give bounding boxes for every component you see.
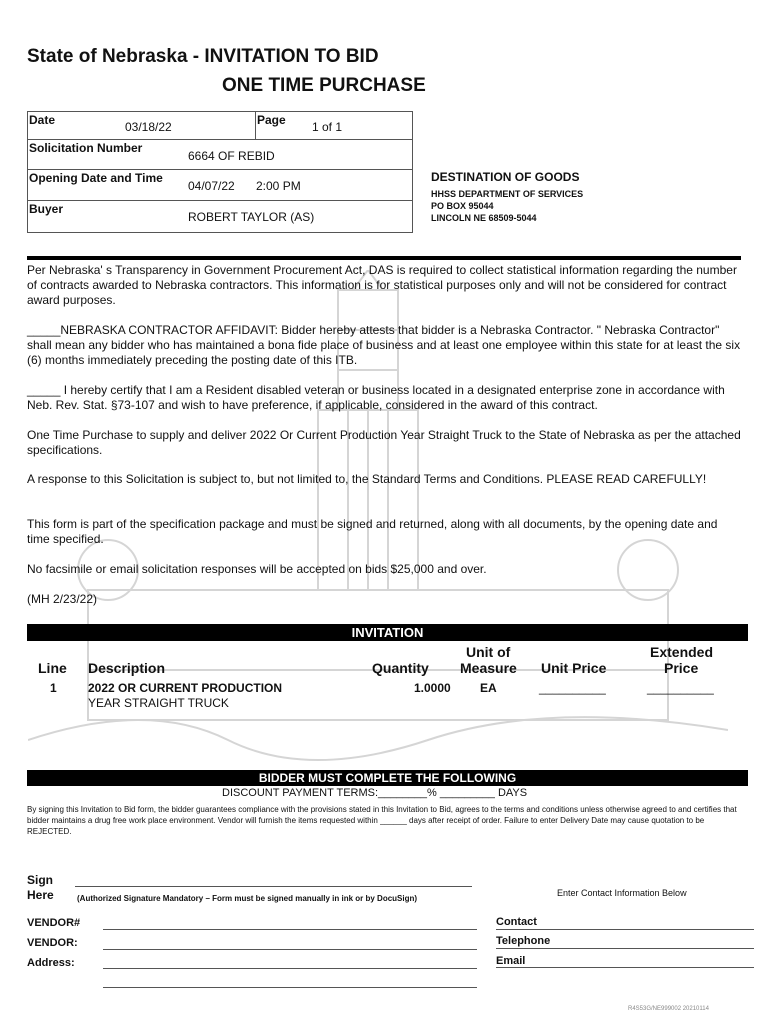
- terms-notice-paragraph: A response to this Solicitation is subject to, but not limited to, the Standard Terms and Conditions. PLEASE READ CAREFULLY!: [27, 472, 707, 486]
- telephone-label: Telephone: [496, 935, 551, 947]
- invitation-bar: INVITATION: [27, 624, 748, 641]
- signature-notice-paragraph: This form is part of the specification package and must be signed and returned, along with all documents, by the opening date and time specified.: [27, 517, 718, 546]
- date-label: Date: [29, 113, 56, 127]
- email-label: Email: [496, 955, 526, 967]
- col-header-extended-line2: Price: [664, 660, 699, 676]
- item-description-line1: 2022 OR CURRENT PRODUCTION: [88, 681, 283, 695]
- col-header-quantity: Quantity: [372, 660, 429, 676]
- date-value: 03/18/22: [125, 120, 172, 134]
- contact-label: Contact: [496, 916, 537, 928]
- bidder-bar: BIDDER MUST COMPLETE THE FOLLOWING: [27, 770, 748, 786]
- col-header-unit-price: Unit Price: [541, 660, 607, 676]
- document-title-line-2: ONE TIME PURCHASE: [222, 75, 426, 96]
- col-header-line: Line: [38, 660, 67, 676]
- buyer-value: ROBERT TAYLOR (AS): [188, 210, 315, 224]
- document-title-line-1: State of Nebraska - INVITATION TO BID: [27, 46, 379, 67]
- item-line-number: 1: [50, 681, 57, 695]
- transparency-paragraph: Per Nebraska' s Transparency in Government Procurement Act, DAS is required to collect statistical information regarding the number of contracts awarded to Nebraska contractors. This information is for statistical purposes only and will not be considered for contract award purposes.: [27, 263, 737, 307]
- solicitation-value: 6664 OF REBID: [188, 149, 275, 163]
- address-field-line1[interactable]: [103, 968, 477, 969]
- item-unit: EA: [480, 681, 497, 695]
- date-page-row: [27, 111, 413, 140]
- col-header-extended-line1: Extended: [650, 644, 714, 660]
- facsimile-notice-paragraph: No facsimile or email solicitation responses will be accepted on bids $25,000 and over.: [27, 562, 487, 576]
- bidder-terms-text: By signing this Invitation to Bid form, the bidder guarantees compliance with the provisions stated in this Invitation to Bid, agrees to the terms and conditions unless otherwise agreed to and certifies that bidder maintains a drug free work place environment. Vendor will furnish the items requested within ______ days after receipt of order. Failure to enter Delivery Date may cause quotation to be REJECTED.: [27, 805, 737, 836]
- solicitation-row: [27, 140, 413, 170]
- item-description-line2: YEAR STRAIGHT TRUCK: [88, 696, 229, 710]
- col-header-unit-line2: Measure: [460, 660, 517, 676]
- telephone-field[interactable]: [496, 948, 754, 949]
- signature-field[interactable]: [75, 886, 472, 887]
- item-quantity: 1.0000: [414, 681, 451, 695]
- buyer-label: Buyer: [29, 202, 64, 216]
- address-label: Address:: [27, 957, 75, 969]
- purchase-description-paragraph: One Time Purchase to supply and deliver 2022 Or Current Production Year Straight Truck to the State of Nebraska as per the attached specifications.: [27, 428, 741, 457]
- destination-of-goods: [431, 170, 583, 224]
- destination-line-2: PO BOX 95044: [431, 201, 494, 211]
- contact-field[interactable]: [496, 929, 754, 930]
- sign-label-line2: Here: [27, 888, 54, 902]
- bid-info-table: [27, 111, 413, 233]
- address-field-line2[interactable]: [103, 987, 477, 988]
- revision-note: (MH 2/23/22): [27, 592, 98, 606]
- page-value: 1 of 1: [312, 120, 343, 134]
- vendor-number-label: VENDOR#: [27, 917, 81, 929]
- email-field[interactable]: [496, 967, 754, 968]
- destination-title: DESTINATION OF GOODS: [431, 170, 580, 184]
- signature-caption: (Authorized Signature Mandatory – Form must be signed manually in ink or by DocuSign): [77, 894, 418, 903]
- opening-date: 04/07/22: [188, 179, 235, 193]
- contact-caption: Enter Contact Information Below: [557, 888, 687, 898]
- opening-row: [27, 170, 413, 201]
- vendor-field[interactable]: [103, 949, 477, 950]
- opening-time: 2:00 PM: [256, 179, 301, 193]
- discount-terms-field[interactable]: DISCOUNT PAYMENT TERMS:________% _________ DAYS: [222, 787, 528, 799]
- contractor-affidavit-paragraph: _____NEBRASKA CONTRACTOR AFFIDAVIT: Bidder hereby attests that bidder is a Nebraska Contractor. " Nebraska Contractor" shall mean any bidder who has maintained a bona fide place of business and at least one employee within this state for at least the six (6) months immediately preceding the posting date of this ITB.: [27, 323, 741, 367]
- cell-divider: [255, 112, 256, 140]
- solicitation-label: Solicitation Number: [29, 141, 143, 155]
- sign-label-line1: Sign: [27, 873, 53, 887]
- item-unit-price-field[interactable]: __________: [539, 681, 606, 695]
- section-divider: [27, 256, 741, 260]
- vendor-number-field[interactable]: [103, 929, 477, 930]
- veteran-preference-paragraph: _____ I hereby certify that I am a Resident disabled veteran or business located in a designated enterprise zone in accordance with Neb. Rev. Stat. §73-107 and wish to have preference, if applicable, considered in the award of this contract.: [27, 383, 725, 412]
- form-code: R4S53G/NE999002 20210114: [628, 1006, 709, 1012]
- vendor-label: VENDOR:: [27, 937, 78, 949]
- destination-line-1: HHSS DEPARTMENT OF SERVICES: [431, 189, 584, 199]
- col-header-unit-line1: Unit of: [466, 644, 511, 660]
- page-label: Page: [257, 113, 286, 127]
- col-header-description: Description: [88, 660, 166, 676]
- buyer-row: [27, 201, 413, 233]
- destination-line-3: LINCOLN NE 68509-5044: [431, 213, 537, 223]
- item-extended-price-field[interactable]: __________: [647, 681, 714, 695]
- opening-label: Opening Date and Time: [29, 171, 163, 185]
